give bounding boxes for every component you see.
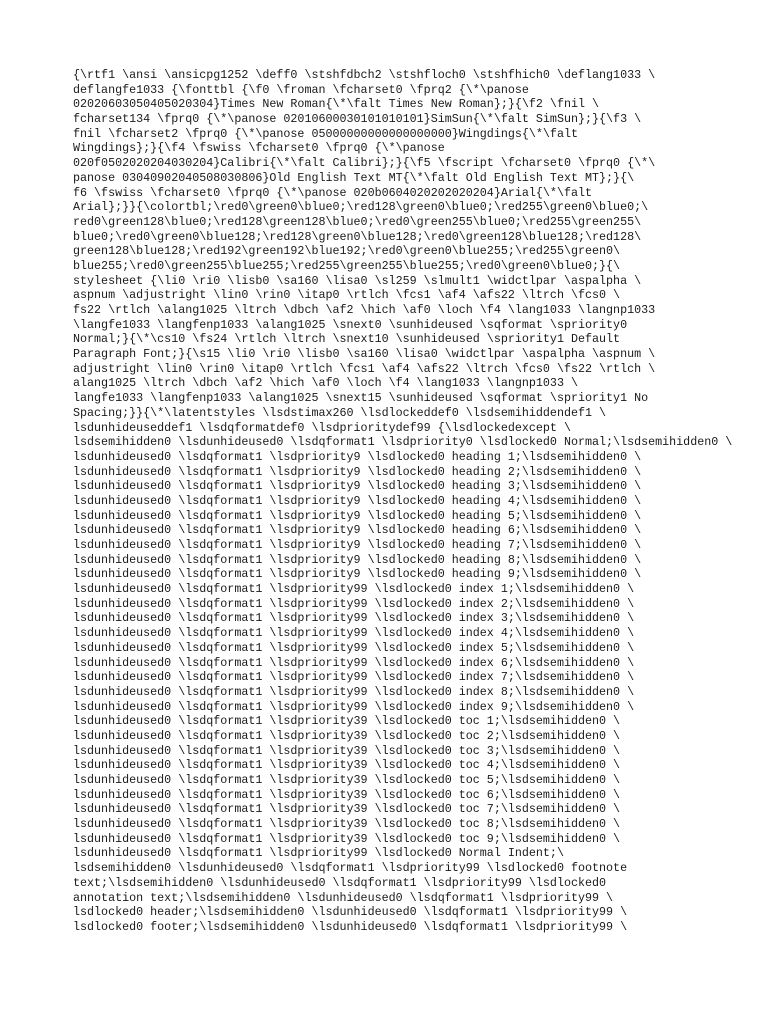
- text-line: Arial};}}{\colortbl;\red0\green0\blue0;\red128\green0\blue0;\red255\green0\blue0;\: [73, 200, 649, 215]
- text-line: lsdunhideused0 \lsdqformat1 \lsdpriority9 \lsdlocked0 heading 9;\lsdsemihidden0 \: [73, 567, 642, 582]
- text-line: alang1025 \ltrch \dbch \af2 \hich \af0 \loch \f4 \lang1033 \langnp1033 \: [73, 376, 578, 391]
- text-line: lsdsemihidden0 \lsdunhideused0 \lsdqformat1 \lsdpriority0 \lsdlocked0 Normal;\lsdsemihidden0 \: [73, 435, 733, 450]
- text-line: 02020603050405020304}Times New Roman{\*\falt Times New Roman};}{\f2 \fnil \: [73, 97, 600, 112]
- rtf-source-text: [73, 68, 733, 935]
- text-line: lsdunhideused0 \lsdqformat1 \lsdpriority9 \lsdlocked0 heading 2;\lsdsemihidden0 \: [73, 464, 642, 479]
- text-line: lsdunhideused0 \lsdqformat1 \lsdpriority9 \lsdlocked0 heading 7;\lsdsemihidden0 \: [73, 538, 642, 552]
- text-line: aspnum \adjustright \lin0 \rin0 \itap0 \rtlch \fcs1 \af4 \afs22 \ltrch \fcs0 \: [73, 288, 621, 303]
- text-line: stylesheet {\li0 \ri0 \lisb0 \sa160 \lisa0 \sl259 \slmult1 \widctlpar \aspalpha \: [73, 273, 642, 288]
- text-line: annotation text;\lsdsemihidden0 \lsdunhideused0 \lsdqformat1 \lsdpriority99 \: [73, 890, 614, 905]
- text-line: lsdunhideused0 \lsdqformat1 \lsdpriority9 \lsdlocked0 heading 3;\lsdsemihidden0 \: [73, 479, 642, 494]
- text-line: lsdunhideused0 \lsdqformat1 \lsdpriority99 \lsdlocked0 Normal Indent;\: [73, 846, 564, 861]
- text-line: adjustright \lin0 \rin0 \itap0 \rtlch \fcs1 \af4 \afs22 \ltrch \fcs0 \fs22 \rtlch \: [73, 361, 656, 376]
- text-line: blue0;\red0\green0\blue128;\red128\green0\blue128;\red0\green128\blue128;\red128\: [73, 229, 642, 244]
- text-line: lsdunhideused0 \lsdqformat1 \lsdpriority99 \lsdlocked0 index 8;\lsdsemihidden0 \: [73, 684, 635, 699]
- text-line: lsdunhideused0 \lsdqformat1 \lsdpriority9 \lsdlocked0 heading 1;\lsdsemihidden0 \: [73, 449, 642, 464]
- text-line: panose 03040902040508030806}Old English Text MT{\*\falt Old English Text MT};}{\: [73, 170, 635, 185]
- text-line: lsdunhideused0 \lsdqformat1 \lsdpriority99 \lsdlocked0 index 2;\lsdsemihidden0 \: [73, 596, 635, 611]
- text-line: lsdunhideused0 \lsdqformat1 \lsdpriority99 \lsdlocked0 index 7;\lsdsemihidden0 \: [73, 670, 635, 685]
- text-line: langfe1033 \langfenp1033 \alang1025 \snext15 \sunhideused \sqformat \spriority1 No: [73, 391, 649, 406]
- text-line: deflangfe1033 {\fonttbl {\f0 \froman \fcharset0 \fprq2 {\*\panose: [73, 82, 529, 97]
- text-line: lsdunhideused0 \lsdqformat1 \lsdpriority99 \lsdlocked0 index 9;\lsdsemihidden0 \: [73, 699, 635, 714]
- text-line: lsdunhideused0 \lsdqformat1 \lsdpriority39 \lsdlocked0 toc 6;\lsdsemihidden0 \: [73, 787, 621, 802]
- text-line: lsdlocked0 footer;\lsdsemihidden0 \lsdunhideused0 \lsdqformat1 \lsdpriority99 \: [73, 919, 628, 934]
- text-line: fcharset134 \fprq0 {\*\panose 02010600030101010101}SimSun{\*\falt SimSun};}{\f3 \: [73, 112, 642, 127]
- text-line: f6 \fswiss \fcharset0 \fprq0 {\*\panose 020b0604020202020204}Arial{\*\falt: [73, 185, 593, 200]
- text-line: fnil \fcharset2 \fprq0 {\*\panose 05000000000000000000}Wingdings{\*\falt: [73, 126, 578, 141]
- text-line: Wingdings};}{\f4 \fswiss \fcharset0 \fprq0 {\*\panose: [73, 141, 445, 156]
- text-line: green128\blue128;\red192\green192\blue192;\red0\green0\blue255;\red255\green0\: [73, 244, 621, 259]
- text-line: text;\lsdsemihidden0 \lsdunhideused0 \lsdqformat1 \lsdpriority99 \lsdlocked0: [73, 875, 607, 890]
- text-line: lsdunhideused0 \lsdqformat1 \lsdpriority99 \lsdlocked0 index 3;\lsdsemihidden0 \: [73, 611, 635, 626]
- text-line: lsdunhideused0 \lsdqformat1 \lsdpriority9 \lsdlocked0 heading 5;\lsdsemihidden0 \: [73, 508, 642, 523]
- text-line: lsdunhideused0 \lsdqformat1 \lsdpriority39 \lsdlocked0 toc 4;\lsdsemihidden0 \: [73, 758, 621, 773]
- text-line: {\rtf1 \ansi \ansicpg1252 \deff0 \stshfdbch2 \stshfloch0 \stshfhich0 \deflang1033 \: [73, 68, 656, 82]
- text-line: lsdunhideused0 \lsdqformat1 \lsdpriority39 \lsdlocked0 toc 2;\lsdsemihidden0 \: [73, 728, 621, 743]
- text-line: lsdunhideused0 \lsdqformat1 \lsdpriority99 \lsdlocked0 index 1;\lsdsemihidden0 \: [73, 582, 635, 597]
- text-line: \langfe1033 \langfenp1033 \alang1025 \snext0 \sunhideused \sqformat \spriority0: [73, 317, 628, 332]
- text-line: lsdsemihidden0 \lsdunhideused0 \lsdqformat1 \lsdpriority99 \lsdlocked0 footnote: [73, 861, 628, 876]
- text-line: Paragraph Font;}{\s15 \li0 \ri0 \lisb0 \sa160 \lisa0 \widctlpar \aspalpha \aspnum \: [73, 347, 656, 362]
- text-line: red0\green128\blue0;\red128\green128\blue0;\red0\green255\blue0;\red255\green255\: [73, 214, 642, 229]
- text-line: lsdunhideused0 \lsdqformat1 \lsdpriority39 \lsdlocked0 toc 9;\lsdsemihidden0 \: [73, 831, 621, 846]
- text-line: lsdunhideused0 \lsdqformat1 \lsdpriority9 \lsdlocked0 heading 8;\lsdsemihidden0 \: [73, 552, 642, 567]
- text-line: 020f0502020204030204}Calibri{\*\falt Calibri};}{\f5 \fscript \fcharset0 \fprq0 {\*\: [73, 156, 656, 171]
- text-line: fs22 \rtlch \alang1025 \ltrch \dbch \af2 \hich \af0 \loch \f4 \lang1033 \langnp1033: [73, 303, 656, 317]
- text-line: lsdunhideused0 \lsdqformat1 \lsdpriority39 \lsdlocked0 toc 1;\lsdsemihidden0 \: [73, 714, 621, 729]
- text-line: lsdunhideused0 \lsdqformat1 \lsdpriority99 \lsdlocked0 index 6;\lsdsemihidden0 \: [73, 655, 635, 670]
- text-line: lsdunhideused0 \lsdqformat1 \lsdpriority99 \lsdlocked0 index 4;\lsdsemihidden0 \: [73, 626, 635, 641]
- text-line: lsdunhideused0 \lsdqformat1 \lsdpriority39 \lsdlocked0 toc 7;\lsdsemihidden0 \: [73, 802, 621, 817]
- text-line: Normal;}{\*\cs10 \fs24 \rtlch \ltrch \snext10 \sunhideused \spriority1 Default: [73, 332, 621, 347]
- text-line: blue255;\red0\green255\blue255;\red255\green255\blue255;\red0\green0\blue0;}{\: [73, 258, 621, 273]
- text-line: Spacing;}}{\*\latentstyles \lsdstimax260 \lsdlockeddef0 \lsdsemihiddendef1 \: [73, 405, 607, 420]
- text-line: lsdunhideused0 \lsdqformat1 \lsdpriority39 \lsdlocked0 toc 3;\lsdsemihidden0 \: [73, 743, 621, 758]
- text-line: lsdlocked0 header;\lsdsemihidden0 \lsdunhideused0 \lsdqformat1 \lsdpriority99 \: [73, 905, 628, 920]
- text-line: lsdunhideused0 \lsdqformat1 \lsdpriority9 \lsdlocked0 heading 4;\lsdsemihidden0 \: [73, 493, 642, 508]
- text-line: lsdunhideused0 \lsdqformat1 \lsdpriority39 \lsdlocked0 toc 5;\lsdsemihidden0 \: [73, 773, 621, 787]
- text-line: lsdunhideused0 \lsdqformat1 \lsdpriority99 \lsdlocked0 index 5;\lsdsemihidden0 \: [73, 640, 635, 655]
- text-line: lsdunhideused0 \lsdqformat1 \lsdpriority9 \lsdlocked0 heading 6;\lsdsemihidden0 \: [73, 523, 642, 538]
- text-line: lsdunhideuseddef1 \lsdqformatdef0 \lsdprioritydef99 {\lsdlockedexcept \: [73, 420, 571, 435]
- text-line: lsdunhideused0 \lsdqformat1 \lsdpriority39 \lsdlocked0 toc 8;\lsdsemihidden0 \: [73, 817, 621, 832]
